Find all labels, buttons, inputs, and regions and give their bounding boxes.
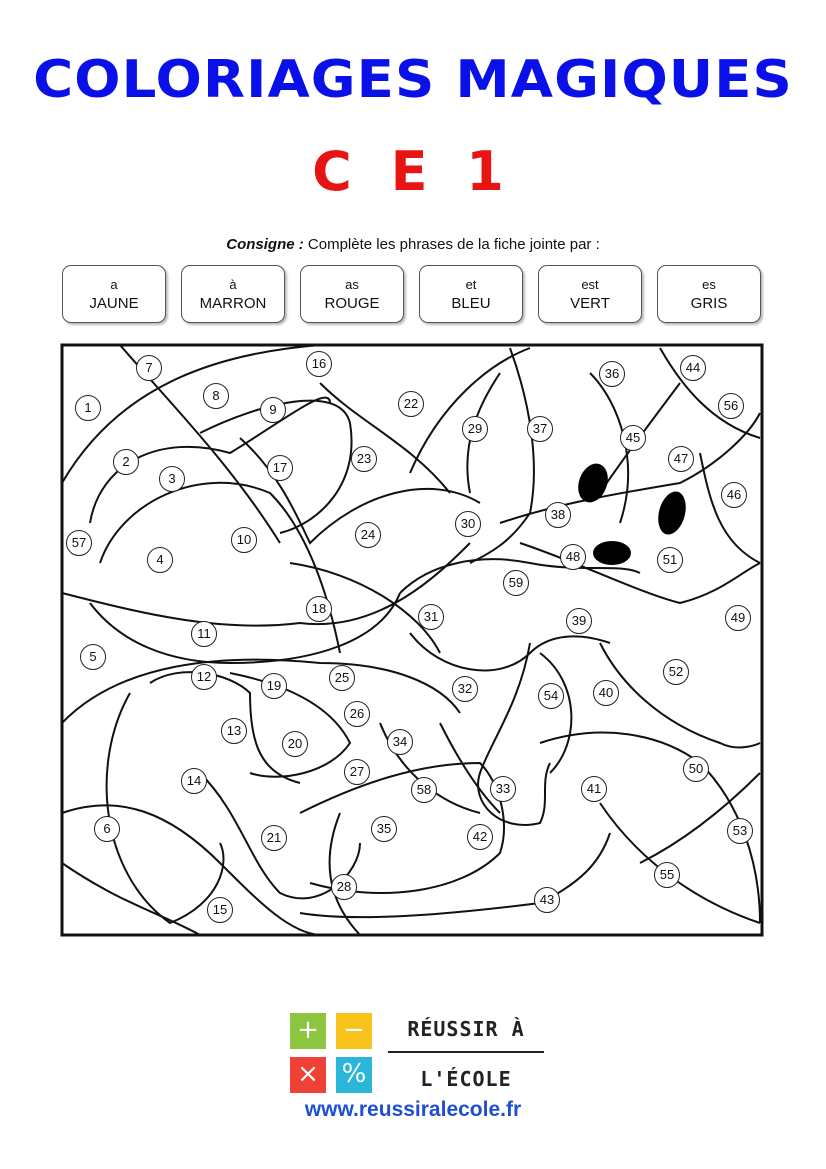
region-number: 4: [147, 547, 173, 573]
brand-line-2: L'ÉCOLE: [420, 1067, 512, 1091]
brand-line-1: RÉUSSIR À: [407, 1017, 525, 1041]
region-number: 21: [261, 825, 287, 851]
legend-item-marron: [181, 265, 285, 323]
region-number: 48: [560, 544, 586, 570]
region-number: 24: [355, 522, 381, 548]
region-number: 41: [581, 776, 607, 802]
region-number: 49: [725, 605, 751, 631]
region-number: 30: [455, 511, 481, 537]
plus-icon: +: [290, 1013, 326, 1049]
region-number: 9: [260, 397, 286, 423]
region-number: 54: [538, 683, 564, 709]
region-number: 1: [75, 395, 101, 421]
region-number: 33: [490, 776, 516, 802]
region-number: 10: [231, 527, 257, 553]
legend-item-bleu: [419, 265, 523, 323]
region-number: 26: [344, 701, 370, 727]
region-number: 5: [80, 644, 106, 670]
coloring-picture: [60, 343, 766, 941]
legend-item-vert: [538, 265, 642, 323]
legend-color: JAUNE: [89, 295, 139, 312]
region-number: 12: [191, 664, 217, 690]
region-number: 19: [261, 673, 287, 699]
brand-divider: [388, 1051, 544, 1053]
region-number: 50: [683, 756, 709, 782]
region-number: 43: [534, 887, 560, 913]
brand-logo: [290, 1013, 550, 1093]
page-title: COLORIAGES MAGIQUES: [33, 50, 793, 110]
region-number: 11: [191, 621, 217, 647]
region-number: 47: [668, 446, 694, 472]
legend-color: ROUGE: [324, 295, 380, 312]
region-number: 6: [94, 816, 120, 842]
region-number: 27: [344, 759, 370, 785]
legend-color: VERT: [570, 295, 610, 312]
region-number: 8: [203, 383, 229, 409]
region-number: 53: [727, 818, 753, 844]
legend-color: MARRON: [199, 295, 267, 312]
region-number: 42: [467, 824, 493, 850]
instruction: [0, 236, 826, 253]
region-number: 36: [599, 361, 625, 387]
region-number: 52: [663, 659, 689, 685]
region-number: 37: [527, 416, 553, 442]
region-number: 51: [657, 547, 683, 573]
region-number: 59: [503, 570, 529, 596]
region-number: 55: [654, 862, 680, 888]
region-number: 23: [351, 446, 377, 472]
legend-word: es: [702, 277, 716, 292]
legend-word: à: [229, 277, 237, 292]
region-number: 13: [221, 718, 247, 744]
legend-color: BLEU: [451, 295, 491, 312]
grade-level: C E 1: [312, 140, 514, 203]
region-number: 15: [207, 897, 233, 923]
region-number: 16: [306, 351, 332, 377]
instruction-text: Complète les phrases de la fiche jointe par :: [307, 236, 600, 253]
region-number: 17: [267, 455, 293, 481]
legend-word: et: [465, 277, 477, 292]
region-number: 14: [181, 768, 207, 794]
website-link[interactable]: www.reussiralecole.fr: [304, 1098, 522, 1121]
region-number: 35: [371, 816, 397, 842]
region-number: 57: [66, 530, 92, 556]
region-number: 3: [159, 466, 185, 492]
legend-color: GRIS: [690, 295, 728, 312]
coloring-outline: [60, 343, 766, 941]
region-number: 20: [282, 731, 308, 757]
color-legend: [62, 265, 762, 325]
region-number: 46: [721, 482, 747, 508]
region-number: 31: [418, 604, 444, 630]
region-number: 2: [113, 449, 139, 475]
region-number: 34: [387, 729, 413, 755]
region-number: 28: [331, 874, 357, 900]
region-number: 45: [620, 425, 646, 451]
times-icon: ×: [290, 1057, 326, 1093]
percent-icon: %: [336, 1057, 372, 1093]
region-number: 7: [136, 355, 162, 381]
region-number: 38: [545, 502, 571, 528]
region-number: 40: [593, 680, 619, 706]
region-number: 25: [329, 665, 355, 691]
legend-item-rouge: [300, 265, 404, 323]
legend-item-gris: [657, 265, 761, 323]
legend-word: est: [581, 277, 599, 292]
region-number: 58: [411, 777, 437, 803]
legend-word: a: [110, 277, 118, 292]
region-number: 18: [306, 596, 332, 622]
minus-icon: −: [336, 1013, 372, 1049]
legend-item-jaune: [62, 265, 166, 323]
instruction-label: Consigne :: [226, 236, 304, 253]
region-number: 22: [398, 391, 424, 417]
legend-word: as: [345, 277, 359, 292]
region-number: 56: [718, 393, 744, 419]
region-number: 32: [452, 676, 478, 702]
region-number: 29: [462, 416, 488, 442]
region-number: 39: [566, 608, 592, 634]
region-number: 44: [680, 355, 706, 381]
